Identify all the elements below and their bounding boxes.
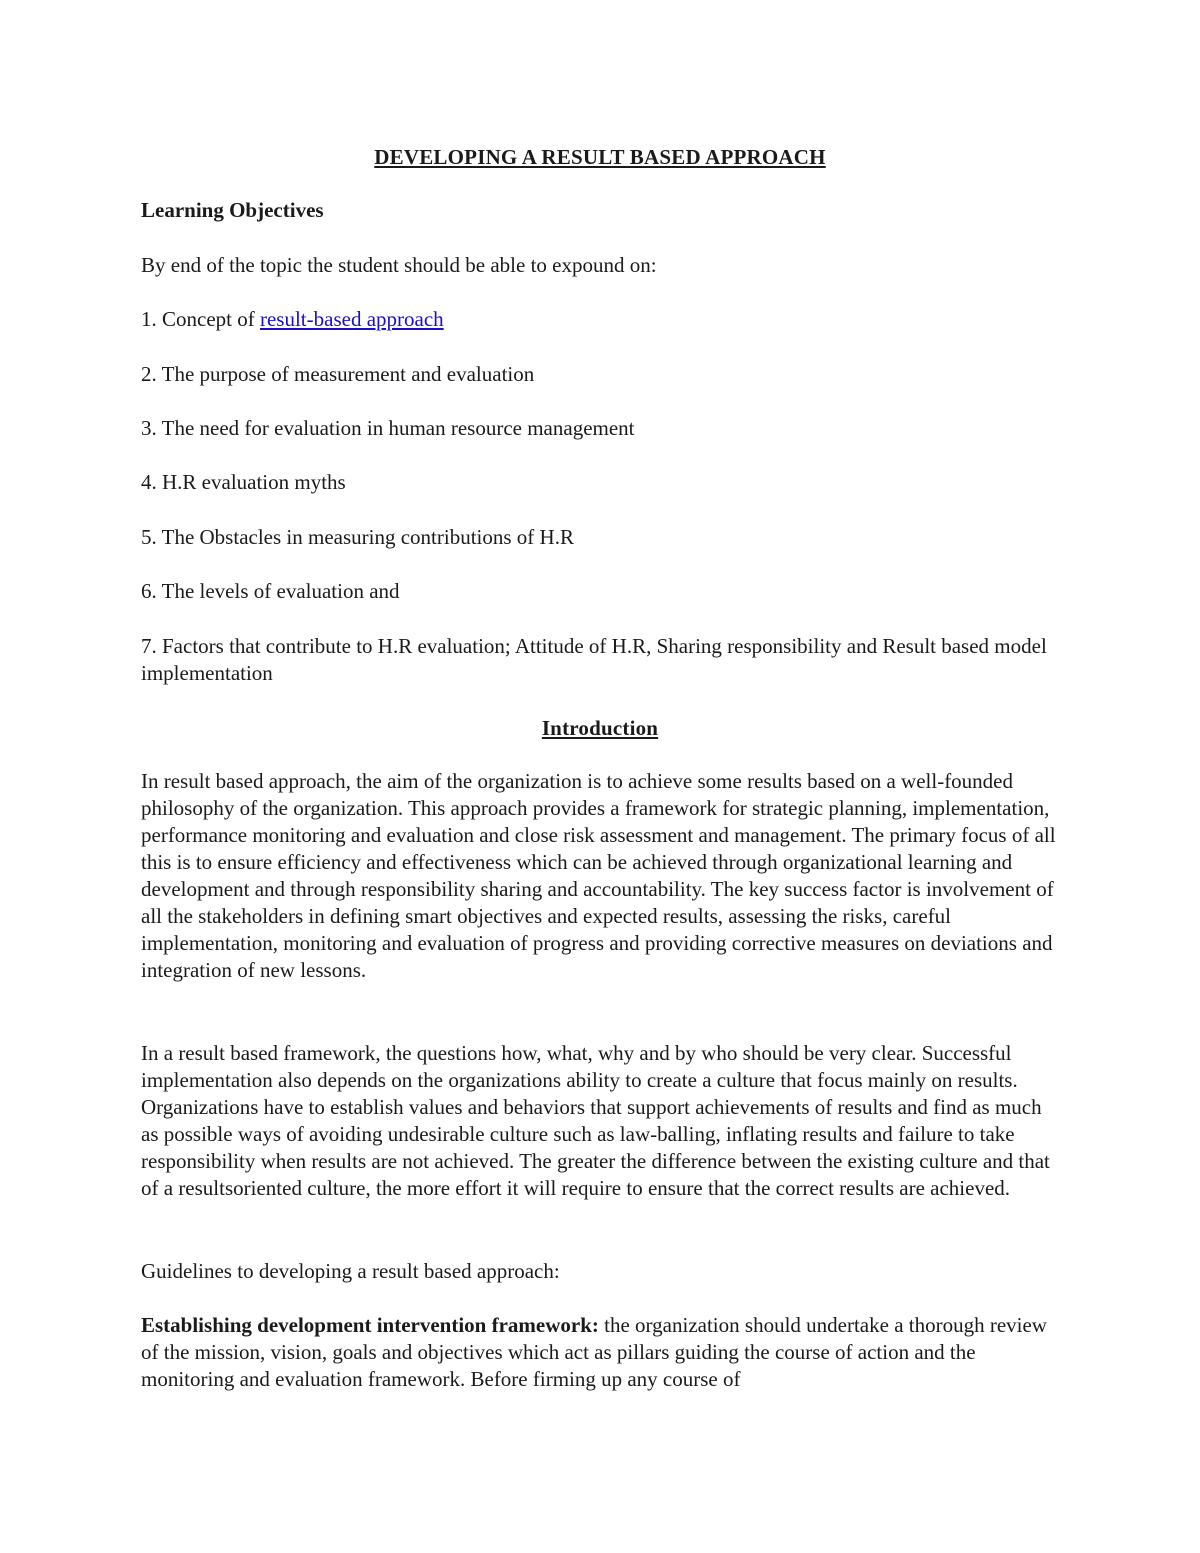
objectives-intro: By end of the topic the student should be able to expound on: (141, 253, 657, 277)
framework-text: the organization should undertake a thorough review of the mission, vision, goals and objectives which act as pillars guiding the course of action and the monitoring and evaluation framework. Before firming up any course of (141, 1313, 1047, 1391)
objective-item-5: 5. The Obstacles in measuring contributions of H.R (141, 525, 574, 549)
introduction-paragraph-2: In a result based framework, the questions how, what, why and by who should be very clear. Successful implementation also depends on the organizations ability to create a culture that focus mainly on results. Organizations have to establish values and behaviors that support achievements of results and find as much as possible ways of avoiding undesirable culture such as law-balling, inflating results and failure to take responsibility when results are not achieved. The greater the difference between the existing culture and that of a resultsoriented culture, the more effort it will require to ensure that the correct results are achieved. (141, 1041, 1050, 1200)
objective-item-7: 7. Factors that contribute to H.R evaluation; Attitude of H.R, Sharing responsibility and Result based model implementation (141, 634, 1047, 685)
guidelines-line: Guidelines to developing a result based approach: (141, 1259, 560, 1283)
introduction-heading: Introduction (541, 716, 659, 740)
result-based-approach-link[interactable]: result-based approach (259, 307, 444, 331)
page-title: DEVELOPING A RESULT BASED APPROACH (374, 145, 826, 169)
objective-item-6: 6. The levels of evaluation and (141, 579, 400, 603)
framework-term: Establishing development intervention framework: (141, 1313, 599, 1337)
objective-item-1 (141, 306, 1059, 333)
objective-item-3: 3. The need for evaluation in human resource management (141, 416, 635, 440)
learning-objectives-heading: Learning Objectives (141, 198, 324, 222)
objective-item-4: 4. H.R evaluation myths (141, 470, 346, 494)
framework-paragraph (141, 1312, 1059, 1393)
objective-item-2: 2. The purpose of measurement and evaluation (141, 362, 535, 386)
objective-item-1-prefix: 1. Concept of (141, 307, 260, 331)
introduction-paragraph-1: In result based approach, the aim of the organization is to achieve some results based on a well-founded philosophy of the organization. This approach provides a framework for strategic planning, implementation, performance monitoring and evaluation and close risk assessment and management. The primary focus of all this is to ensure efficiency and effectiveness which can be achieved through organizational learning and development and through responsibility sharing and accountability. The key success factor is involvement of all the stakeholders in defining smart objectives and expected results, assessing the risks, careful implementation, monitoring and evaluation of progress and providing corrective measures on deviations and integration of new lessons. (141, 769, 1056, 982)
